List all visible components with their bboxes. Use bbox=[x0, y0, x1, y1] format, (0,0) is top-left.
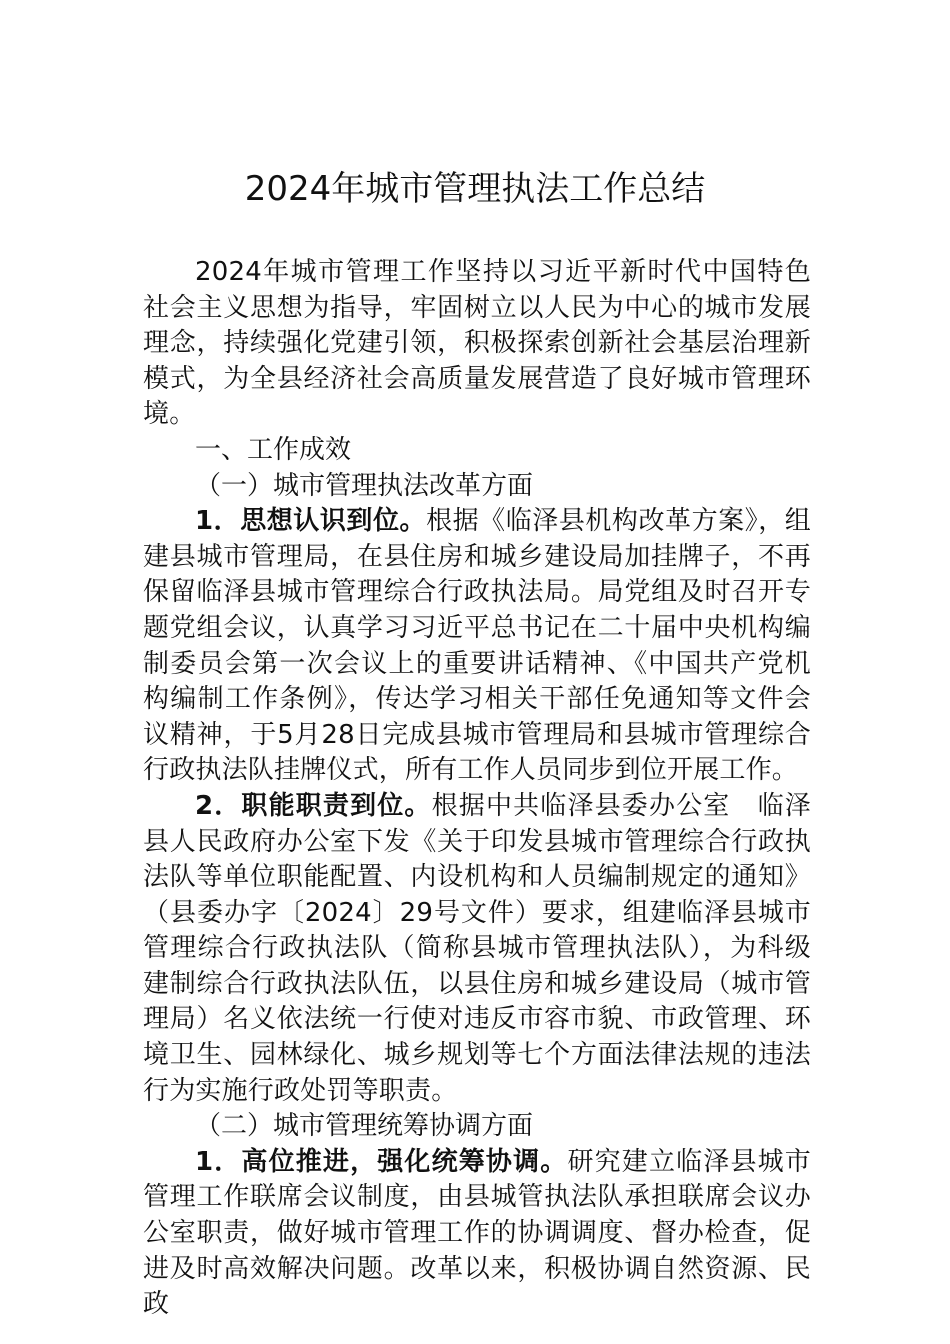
document-body bbox=[143, 255, 811, 1323]
item-lead: 1．高位推进，强化统筹协调。 bbox=[195, 1146, 568, 1177]
item-text: 根据中共临泽县委办公室 临泽县人民政府办公室下发《关于印发县城市管理综合行政执法队等单位职能配置、内设机构和人员编制规定的通知》（县委办字〔2024〕29号文件）要求，组建临泽县城市管理综合行政执法队（简称县城市管理执法队），为科级建制综合行政执法队伍，以县住房和城乡建设局（城市管理局）名义依法统一行使对违反市容市貌、市政管理、环境卫生、园林绿化、城乡规划等七个方面法律法规的违法行为实施行政处罚等职责。 bbox=[143, 790, 811, 1106]
document-title: 2024年城市管理执法工作总结 bbox=[244, 169, 706, 209]
subsection-heading-reform: （一）城市管理执法改革方面 bbox=[195, 470, 534, 501]
item-text: 研究建立临泽县城市管理工作联席会议制度，由县城管执法队承担联席会议办公室职责，做好城市管理工作的协调调度、督办检查，促进及时高效解决问题。改革以来，积极协调自然资源、民政 bbox=[143, 1146, 811, 1320]
paragraph-coordination-item-1 bbox=[143, 1145, 811, 1323]
intro-paragraph: 2024年城市管理工作坚持以习近平新时代中国特色社会主义思想为指导，牢固树立以人民为中心的城市发展理念，持续强化党建引领，积极探索创新社会基层治理新模式，为全县经济社会高质量发展营造了良好城市管理环境。 bbox=[143, 257, 811, 430]
item-lead: 1．思想认识到位。 bbox=[195, 506, 427, 537]
item-lead: 2．职能职责到位。 bbox=[195, 790, 432, 821]
item-text: 根据《临泽县机构改革方案》，组建县城市管理局，在县住房和城乡建设局加挂牌子，不再保留临泽县城市管理综合行政执法局。局党组及时召开专题党组会议，认真学习习近平总书记在二十届中央机构编制委员会第一次会议上的重要讲话精神、《中国共产党机构编制工作条例》，传达学习相关干部任免通知等文件会议精神，于5月28日完成县城市管理局和县城市管理综合行政执法队挂牌仪式，所有工作人员同步到位开展工作。 bbox=[143, 506, 811, 786]
section-heading-achievements: 一、工作成效 bbox=[195, 434, 352, 465]
subsection-heading-coordination: （二）城市管理统筹协调方面 bbox=[195, 1111, 534, 1142]
paragraph-reform-item-1 bbox=[143, 504, 811, 789]
paragraph-reform-item-2 bbox=[143, 789, 811, 1109]
